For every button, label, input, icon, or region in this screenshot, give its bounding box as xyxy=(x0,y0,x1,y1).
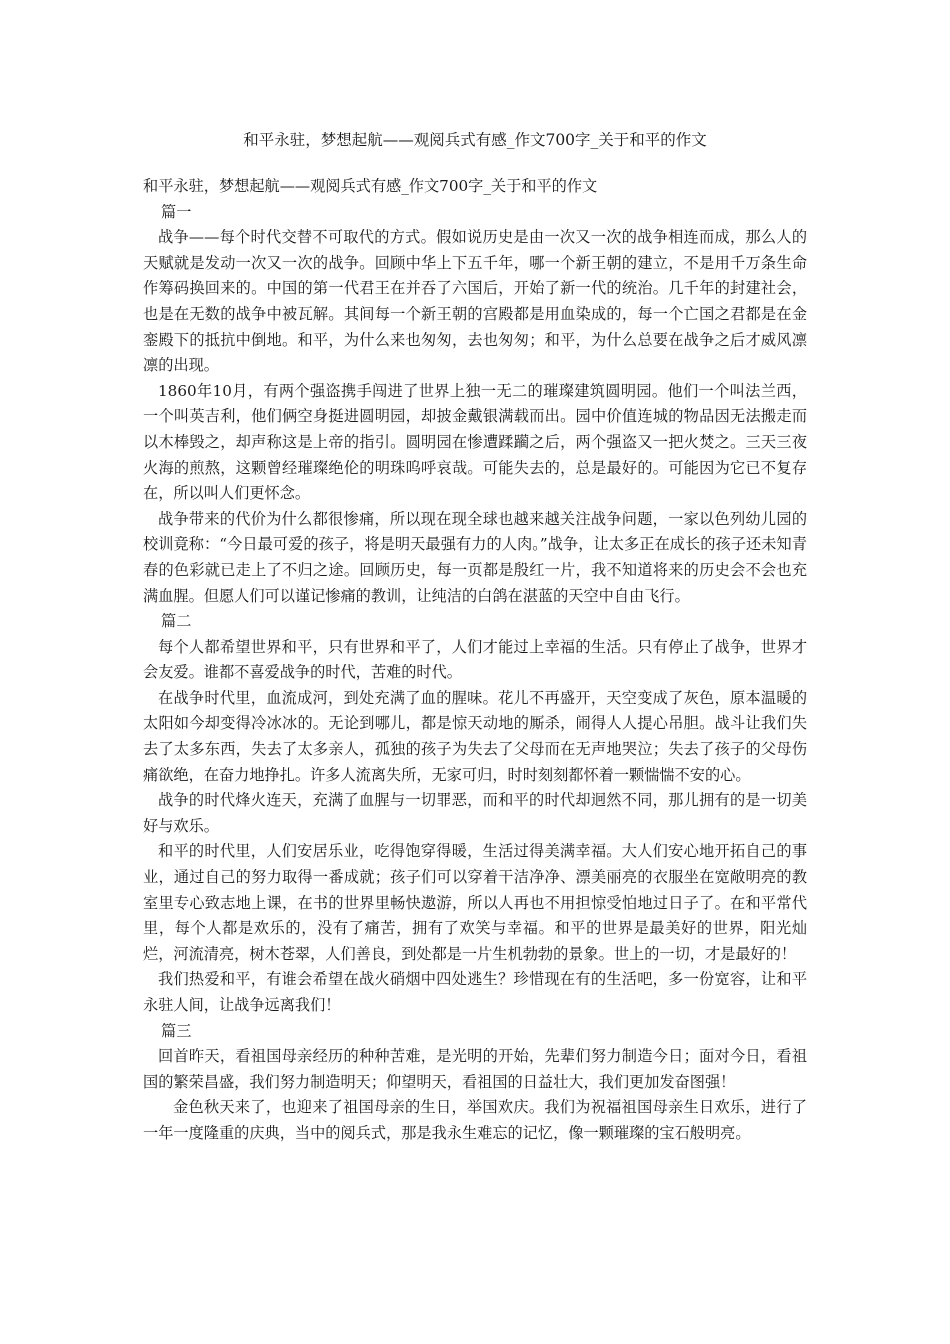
paragraph: 和平的时代里，人们安居乐业，吃得饱穿得暖，生活过得美满幸福。大人们安心地开拓自己的事业，通过自己的努力取得一番成就；孩子们可以穿着干洁净净、漂美丽亮的衣服坐在宽敞明亮的教室里专心致志地上课，在书的世界里畅快遨游，所以人再也不用担惊受怕地过日子了。在和平常代里，每个人都是欢乐的，没有了痛苦，拥有了欢笑与幸福。和平的世界是最美好的世界，阳光灿烂，河流清亮，树木苍翠，人们善良，到处都是一片生机勃勃的景象。世上的一切，才是最好的！ xyxy=(143,842,807,963)
paragraph: 回首昨天，看祖国母亲经历的种种苦难，是光明的开始，先辈们努力制造今日；面对今日，看祖国的繁荣昌盛，我们努力制造明天；仰望明天，看祖国的日益壮大，我们更加发奋图强！ xyxy=(143,1047,807,1091)
paragraph: 战争的时代烽火连天，充满了血腥与一切罪恶，而和平的时代却迥然不同，那儿拥有的是一切美好与欢乐。 xyxy=(143,791,807,835)
paragraph: 1860年10月，有两个强盗携手闯进了世界上独一无二的璀璨建筑圆明园。他们一个叫法兰西，一个叫英吉利，他们俩空身挺进圆明园，却披金戴银满载而出。园中价值连城的物品因无法搬走而以木棒毁之，却声称这是上帝的指引。圆明园在惨遭蹂躏之后，两个强盗又一把火焚之。三天三夜火海的煎熬，这颗曾经璀璨绝伦的明珠呜呼哀哉。可能失去的，总是最好的。可能因为它已不复存在，所以叫人们更怀念。 xyxy=(143,381,807,503)
paragraph: 战争带来的代价为什么都很惨痛，所以现在现全球也越来越关注战争问题，一家以色列幼儿园的校训竟称：“今日最可爱的孩子，将是明天最强有力的人肉。”战争，让太多正在成长的孩子还未知青春的色彩就已走上了不归之途。回顾历史，每一页都是殷红一片，我不知道将来的历史会不会也充满血腥。但愿人们可以谨记惨痛的教训，让纯洁的白鸽在湛蓝的天空中自由飞行。 xyxy=(143,509,807,605)
paragraph: 我们热爱和平，有谁会希望在战火硝烟中四处逃生？珍惜现在有的生活吧，多一份宽容，让和平永驻人间，让战争远离我们！ xyxy=(143,970,807,1014)
paragraph: 战争——每个时代交替不可取代的方式。假如说历史是由一次又一次的战争相连而成，那么人的天赋就是发动一次又一次的战争。回顾中华上下五千年，哪一个新王朝的建立，不是用千万条生命作筹码换回来的。中国的第一代君王在并吞了六国后，开始了新一代的统治。几千年的封建社会，也是在无数的战争中被瓦解。其间每一个新王朝的宫殿都是用血染成的，每一个亡国之君都是在金銮殿下的抵抗中倒地。和平，为什么来也匆匆，去也匆匆；和平，为什么总要在战争之后才威风凛凛的出现。 xyxy=(143,228,807,375)
document-body xyxy=(143,174,807,1147)
paragraph: 在战争时代里，血流成河，到处充满了血的腥味。花儿不再盛开，天空变成了灰色，原本温暖的太阳如今却变得冷冰冰的。无论到哪儿，都是惊天动地的厮杀，闹得人人提心吊胆。战斗让我们失去了太多东西，失去了太多亲人，孤独的孩子为失去了父母而在无声地哭泣；失去了孩子的父母伤痛欲绝，在奋力地挣扎。许多人流离失所，无家可归，时时刻刻都怀着一颗惴惴不安的心。 xyxy=(143,688,807,784)
document-heading: 和平永驻，梦想起航——观阅兵式有感_作文700字_关于和平的作文 xyxy=(143,177,598,195)
section-label: 篇一 xyxy=(161,202,192,221)
page-title: 和平永驻，梦想起航——观阅兵式有感_作文700字_关于和平的作文 xyxy=(243,131,707,149)
paragraph: 每个人都希望世界和平，只有世界和平了，人们才能过上幸福的生活。只有停止了战争，世界才会友爱。谁都不喜爱战争的时代，苦难的时代。 xyxy=(143,637,807,682)
paragraph: 金色秋天来了，也迎来了祖国母亲的生日，举国欢庆。我们为祝福祖国母亲生日欢乐，进行了一年一度隆重的庆典，当中的阅兵式，那是我永生难忘的记忆，像一颗璀璨的宝石般明亮。 xyxy=(143,1098,807,1142)
section-label: 篇三 xyxy=(161,1021,192,1040)
section-label: 篇二 xyxy=(161,612,192,631)
